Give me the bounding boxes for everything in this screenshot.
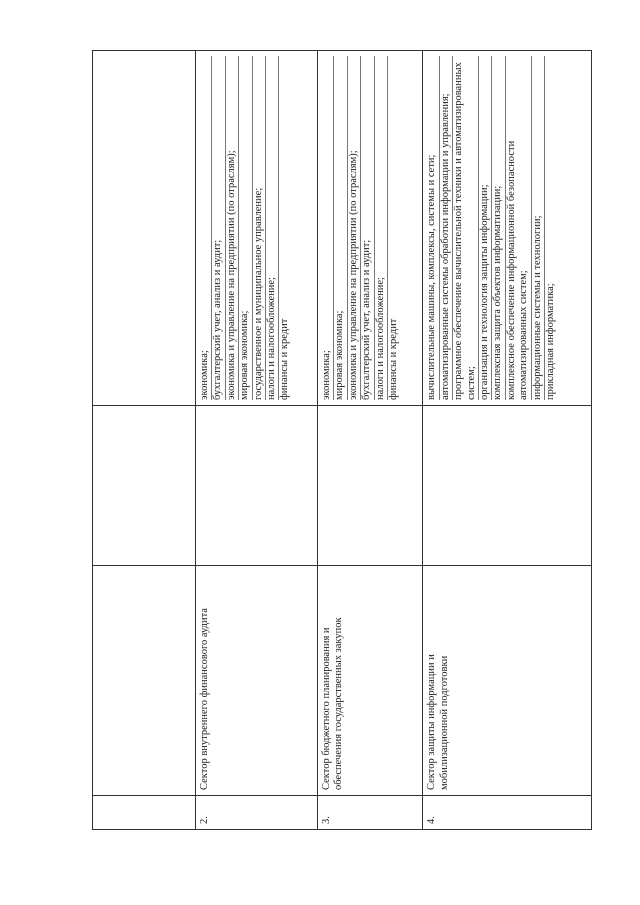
specialty-item: автоматизированные системы обработки информации и управления;: [440, 56, 453, 400]
specialty-item: экономика;: [199, 56, 212, 400]
specialties-list: [426, 56, 557, 400]
empty-cell: [196, 406, 318, 566]
specialty-item: мировая экономика;: [239, 56, 252, 400]
specialties-list: [321, 56, 400, 400]
specialty-item: программное обеспечение вычислительной техники и автоматизированных систем;: [453, 56, 479, 400]
table-row: [317, 51, 423, 830]
specialty-item: бухгалтерский учет, анализ и аудит;: [212, 56, 225, 400]
department-name-cell: Сектор бюджетного планирования и обеспечения государственных закупок: [317, 566, 423, 796]
row-number-cell: [93, 796, 196, 830]
department-name-cell: [93, 566, 196, 796]
empty-cell: [317, 406, 423, 566]
table-row: [93, 51, 196, 830]
specialties-list: [199, 56, 292, 400]
specialty-item: прикладная информатика;: [545, 283, 557, 400]
specialty-item: информационные системы и технологии;: [532, 56, 545, 400]
table-row: [196, 51, 318, 830]
specialties-cell: [317, 51, 423, 406]
specialties-cell: [423, 51, 592, 406]
specialty-item: вычислительные машины, комплексы, системы и сети;: [426, 56, 439, 400]
specialty-item: комплексная защита объектов информатизации;: [492, 56, 505, 400]
specialty-item: организация и технология защиты информации;: [479, 56, 492, 400]
department-name-cell: Сектор защиты информации и мобилизационной подготовки: [423, 566, 592, 796]
row-number-cell: 2.: [196, 796, 318, 830]
specialties-cell: [93, 51, 196, 406]
specialty-item: экономика и управление на предприятии (по отраслям);: [348, 56, 361, 400]
specialty-item: финансы и кредит: [387, 318, 399, 400]
specialty-item: мировая экономика;: [334, 56, 347, 400]
specialty-item: налоги и налогообложение;: [266, 56, 279, 400]
specialty-item: государственное и муниципальное управление;: [253, 56, 266, 400]
table-row: [423, 51, 592, 830]
staff-requirements-table: [92, 50, 592, 830]
row-number-cell: 3.: [317, 796, 423, 830]
department-name-cell: Сектор внутреннего финансового аудита: [196, 566, 318, 796]
rotated-table-wrapper: [92, 50, 592, 830]
empty-cell: [93, 406, 196, 566]
empty-cell: [423, 406, 592, 566]
specialty-item: финансы и кредит: [279, 318, 291, 400]
row-number-cell: 4.: [423, 796, 592, 830]
specialties-cell: [196, 51, 318, 406]
specialty-item: экономика и управление на предприятии (по отраслям);: [226, 56, 239, 400]
specialty-item: экономика;: [321, 56, 334, 400]
specialty-item: бухгалтерский учет, анализ и аудит;: [361, 56, 374, 400]
specialty-item: комплексное обеспечение информационной безопасности автоматизированных систем;: [506, 56, 532, 400]
specialty-item: налоги и налогообложение;: [375, 56, 388, 400]
rotated-table-inner: [92, 50, 592, 830]
